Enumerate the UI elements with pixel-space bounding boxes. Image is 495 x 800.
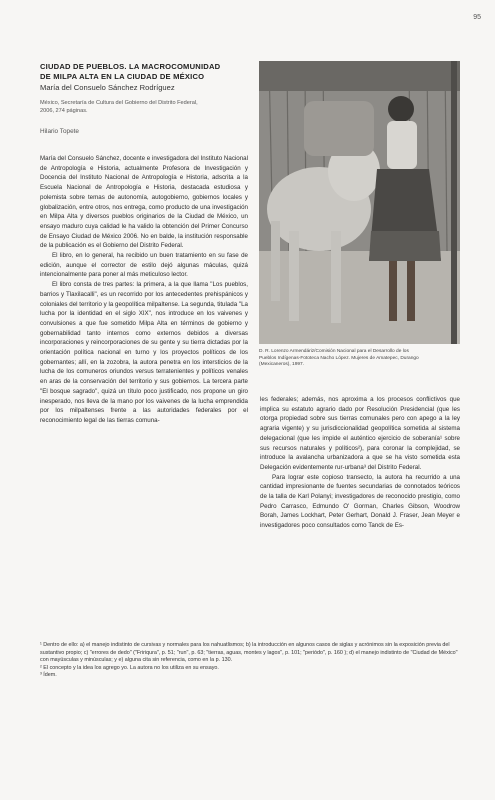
paragraph-3: El libro consta de tres partes: la primera, a la que llama "Los pueblos, barrios y Tlaxilacalli", es un recorrido por los antecedentes prehispánicos y coloniales del territorio y la geopolítica milpaltense. La segunda, titulada "La lucha por la identidad en el siglo XIX", nos introduce en los vaivenes y convulsiones a que fue sometido Milpa Alta en términos de gobierno y gobernabilidad tanto internos como externos debidos a diversas incorporaciones y reincorporaciones de su gente y su tierra dictadas por la orientación política nacional en turno y los proyectos políticos de los gobernantes; allí, en la zozobra, la autora penetra en los intersticios de la lucha de los comuneros oriundos versus terratenientes y políticos venales en aras de la conservación del territorio y sus gobiernos. La tercera parte "El bosque sagrado", quizá un título poco justificado, nos propone un giro inesperado, nos lleva de la mano por los vaivenes de la lucha emprendida por los milpaltenses frente a las autoridades federales por el reconocimiento legal de las tierras comuna- [40,281,248,424]
book-title-line-2: DE MILPA ALTA EN LA CIUDAD DE MÉXICO [40,72,205,81]
review-header [40,62,240,115]
caption-line-1: D. R. Lorenzo Armendáriz/Comisión Nacional para el Desarrollo de los [259,349,409,354]
caption-line-2: Pueblos Indígenas-Fototeca Nacho López. Mujeres de Amatepec, Durango [259,355,419,361]
publication-info [40,99,220,115]
left-column [40,154,248,426]
photo-illustration [259,61,460,344]
photograph [259,61,460,344]
paragraph-2: El libro, en lo general, ha recibido un buen tratamiento en su fase de edición, aunque el corrector de estilo dejó algunas máculas, quizá intencionalmente para poner al más meticuloso lector. [40,252,248,279]
book-title-line-1: CIUDAD DE PUEBLOS. LA MACROCOMUNIDAD [40,62,221,71]
footnote-1: ¹ Dentro de ello: a) el manejo indistinto de cursivas y normales para los nahuatlismos; b) la introducción en algunos casos de siglas y acrónimos sin la exposición previa del sustantivo propio; c) "errores de dedo" ("Fririqura", p. 51; "run", p. 63; "tierras, aguas, montes y lagos", p. 101; "periódo", p. 160 ); d) el manejo indistinto de "Ciudad de México" con mayúsculas y minúsculas; y e) alguna cita sin referencia, como en la p. 130. [40,642,458,664]
book-author: María del Consuelo Sánchez Rodríguez [40,83,175,92]
footnote-2: ² El concepto y la idea los agrego yo. La autora no los utiliza en su ensayo. [40,664,219,671]
paragraph-4: les federales; además, nos aproxima a los procesos conflictivos que implica su estatuto agrario dado por Resolución Presidencial (que les otorga propiedad sobre sus tierras comunales pero con apego a la ley agraria vigente) y su jurisdiccionalidad geopolítica sometida al sistema delegacional (que les impide el auténtico ejercicio de soberanía¹ sobre sus recursos naturales y políticos²), para coronar la complejidad, se introduce la avalancha urbanizadora a que se ha visto sometida esta Delegación evidentemente rur-urbana³ del Distrito Federal. [260,396,460,471]
photo-caption [259,349,460,369]
footnotes [40,642,460,680]
footnote-3: ³ Ídem. [40,672,57,679]
right-column [260,395,460,531]
paragraph-5: Para lograr este copioso transecto, la autora ha recurrido a una cantidad impresionante de fuentes secundarias de connotados teóricos de la talla de Karl Polanyi; investigadores de reconocido prestigio, como Pedro Carrasco, Edmundo O' Gorman, Charles Gibson, Woodrow Borah, James Lockhart, Peter Gerhart, Donald J. Fraser, Jean Meyer e investigadores poco consultados como Tanck de Es- [260,473,460,530]
paragraph-1: María del Consuelo Sánchez, docente e investigadora del Instituto Nacional de Antropología e Historia, actualmente Profesora de Investigación y Docencia del Instituto Nacional de Antropología e Historia, adscrita a la Escuela Nacional de Antropología e Historia, destacada estudiosa y polemista sobre temas de autonomía, autogobierno, gobiernos locales y globalización, entre otros, nos entrega, como producto de una investigación en Milpa Alta y diversos pueblos originarios de la Ciudad de México, un ensayo maduro cuya calidad le ha valido la obtención del Primer Concurso de Ensayo Ciudad de México 2006. No en balde, la institución responsable de la publicación es el Gobierno del Distrito Federal. [40,155,248,250]
caption-line-3: (Mexicaneros), 1997. [259,362,305,368]
page-number: 95 [473,14,481,21]
reviewer-name: Hilario Topete [40,128,79,135]
book-title [40,62,240,82]
publication-line-2: 2006, 274 páginas. [40,108,88,114]
publication-line-1: México, Secretaría de Cultura del Gobierno del Distrito Federal, [40,100,198,106]
